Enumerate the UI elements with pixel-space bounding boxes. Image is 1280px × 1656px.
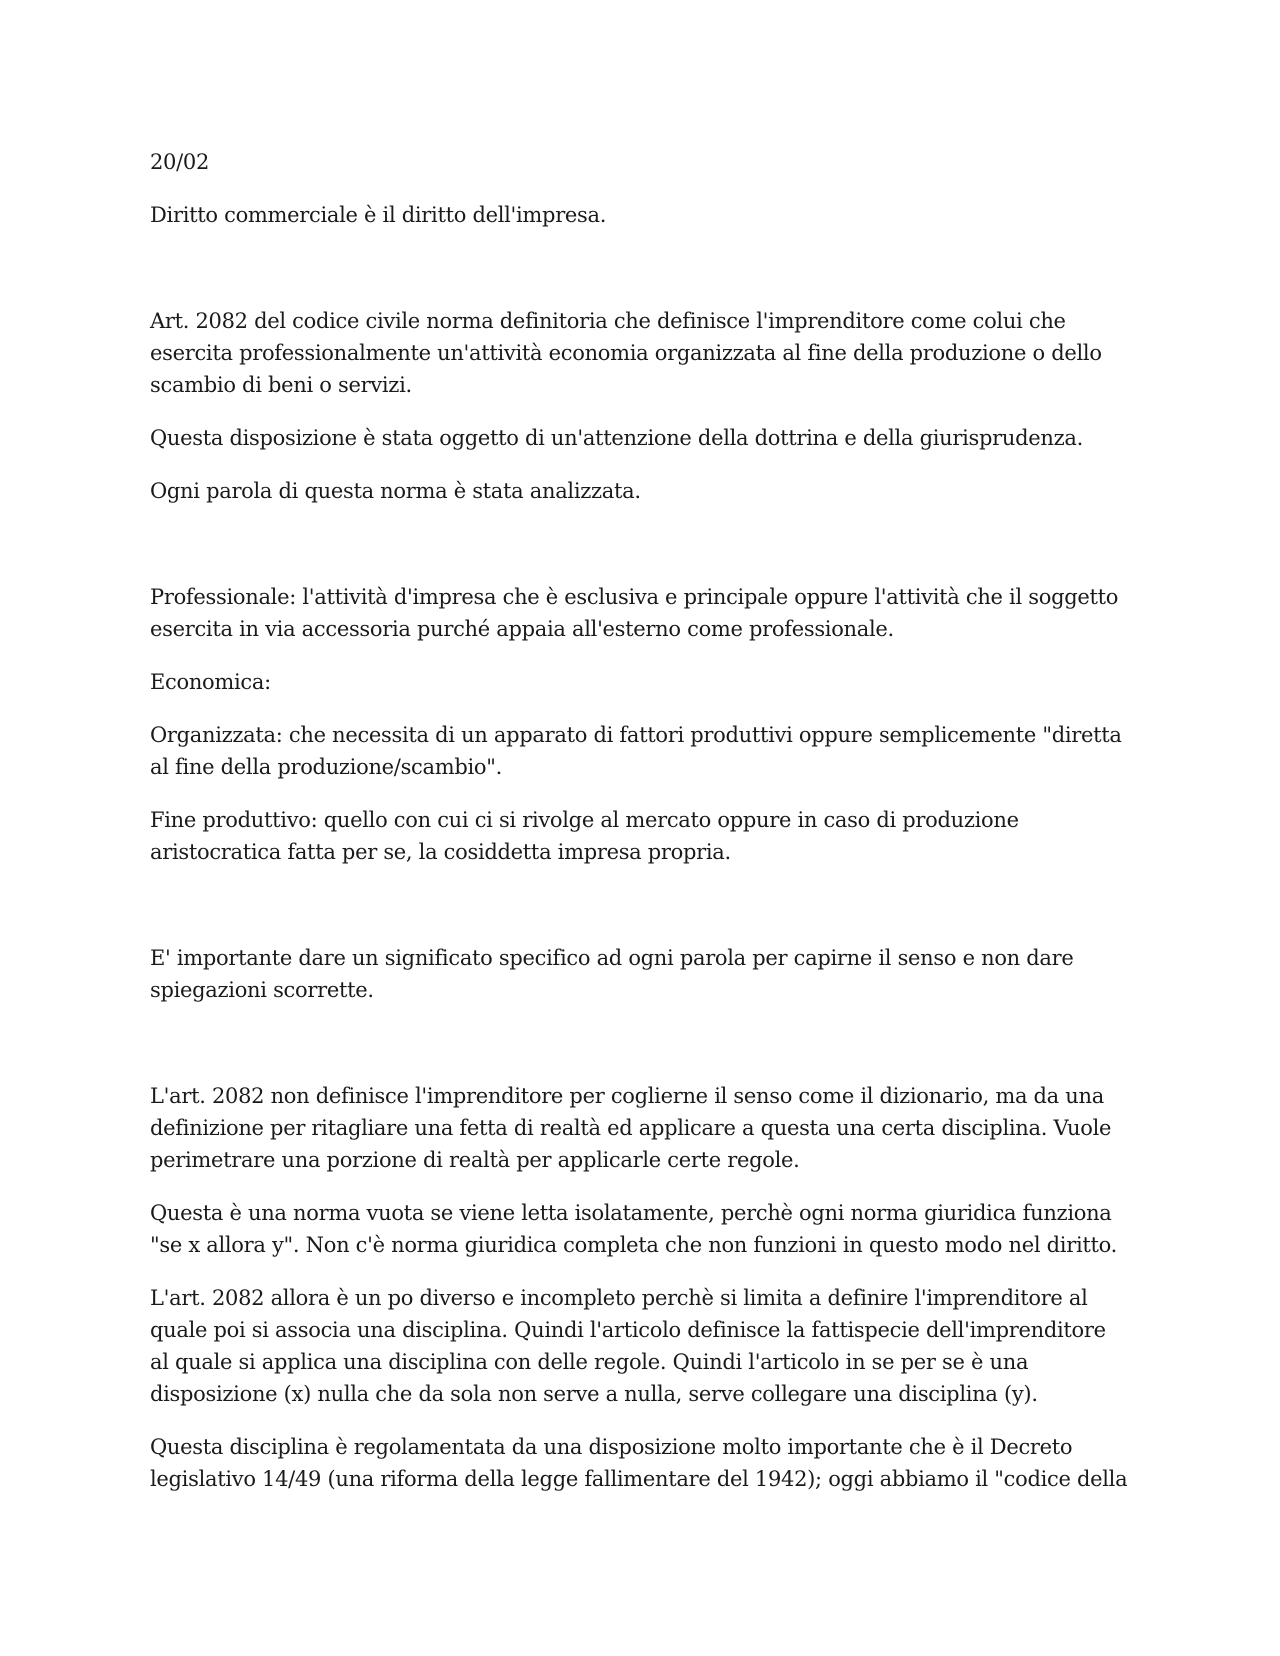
blank-line — [150, 528, 1130, 560]
paragraph-intro: Diritto commerciale è il diritto dell'impresa. — [150, 203, 607, 227]
paragraph-decreto: Questa disciplina è regolamentata da una disposizione molto importante che è il Decreto legislativo 14/49 (una riforma della legge fallimentare del 1942); oggi abbiamo il "codice della — [150, 1435, 1128, 1491]
paragraph-organizzata: Organizzata: che necessita di un apparato di fattori produttivi oppure semplicemente "diretta al fine della produzione/scambio". — [150, 723, 1122, 779]
date-heading: 20/02 — [150, 150, 210, 174]
paragraph-norma-vuota: Questa è una norma vuota se viene letta isolatamente, perchè ogni norma giuridica funziona "se x allora y". Non c'è norma giuridica completa che non funzioni in questo modo nel diritto. — [150, 1201, 1117, 1257]
paragraph-professionale: Professionale: l'attività d'impresa che è esclusiva e principale oppure l'attività che il soggetto esercita in via accessoria purché appaia all'esterno come professionale. — [150, 585, 1119, 641]
blank-line — [150, 889, 1130, 921]
paragraph-art-2082: Art. 2082 del codice civile norma definitoria che definisce l'imprenditore come colui che esercita professionalmente un'attività economia organizzata al fine della produzione o dello scambio di beni o servizi. — [150, 309, 1102, 397]
paragraph-fine-produttivo: Fine produttivo: quello con cui ci si rivolge al mercato oppure in caso di produzione aristocratica fatta per se, la cosiddetta impresa propria. — [150, 808, 1019, 864]
paragraph-significato: E' importante dare un significato specifico ad ogni parola per capirne il senso e non dare spiegazioni scorrette. — [150, 946, 1074, 1002]
document-body — [150, 146, 1130, 1516]
paragraph-economica: Economica: — [150, 670, 271, 694]
paragraph-ogni-parola: Ogni parola di questa norma è stata analizzata. — [150, 479, 641, 503]
paragraph-fattispecie: L'art. 2082 allora è un po diverso e incompleto perchè si limita a definire l'imprenditore al quale poi si associa una disciplina. Quindi l'articolo definisce la fattispecie dell'imprenditore al quale si applica una disciplina con delle regole. Quindi l'articolo in se per se è una disposizione (x) nulla che da sola non serve a nulla, serve collegare una disciplina (y). — [150, 1286, 1106, 1406]
paragraph-definizione: L'art. 2082 non definisce l'imprenditore per coglierne il senso come il dizionario, ma da una definizione per ritagliare una fetta di realtà ed applicare a questa una certa disciplina. Vuole perimetrare una porzione di realtà per applicarle certe regole. — [150, 1084, 1112, 1172]
blank-line — [150, 252, 1130, 284]
blank-line — [150, 1027, 1130, 1059]
paragraph-dottrina: Questa disposizione è stata oggetto di un'attenzione della dottrina e della giurisprudenza. — [150, 426, 1083, 450]
